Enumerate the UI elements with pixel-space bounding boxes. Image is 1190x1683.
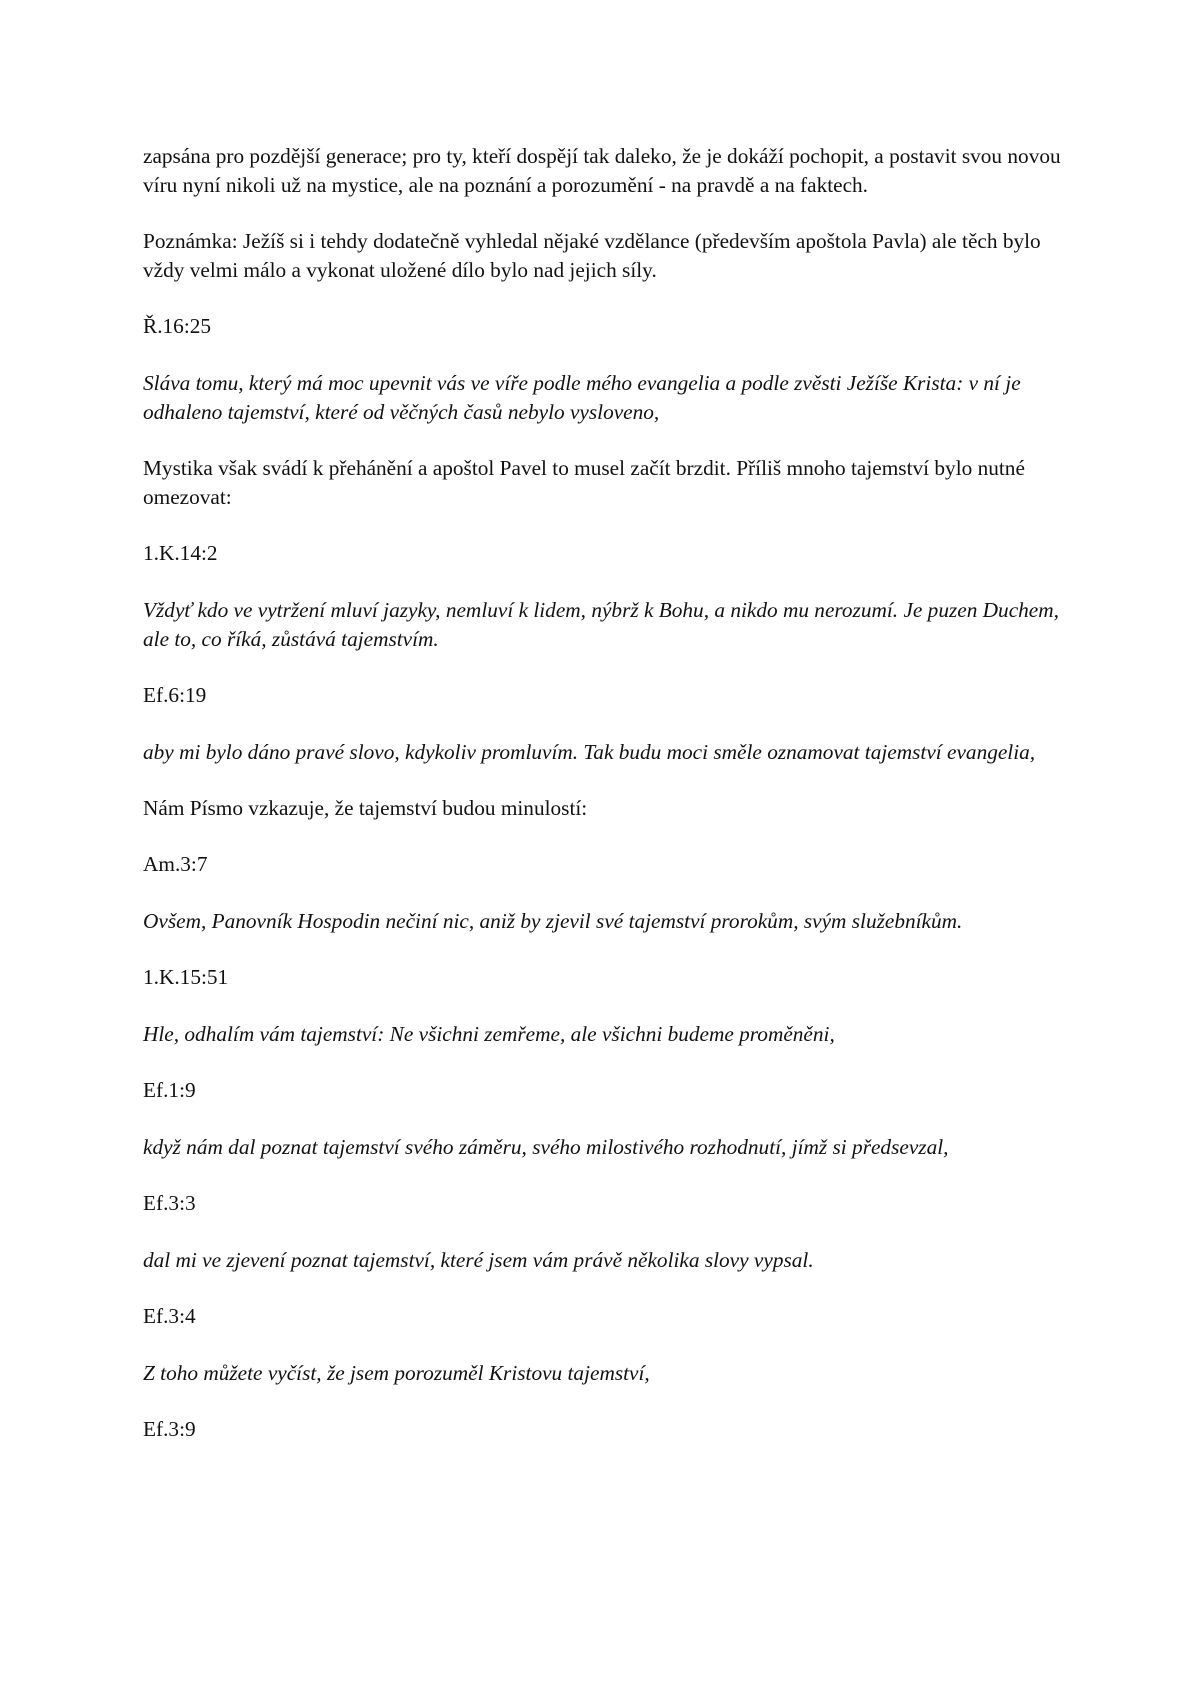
verse-quote: aby mi bylo dáno pravé slovo, kdykoliv promluvím. Tak budu moci směle oznamovat tajemství evangelia, bbox=[143, 740, 1036, 764]
verse-reference: 1.K.15:51 bbox=[143, 965, 229, 989]
paragraph-continuation: zapsána pro pozdější generace; pro ty, kteří dospějí tak daleko, že je dokáží pochopit, a postavit svou novou víru nyní nikoli už na mystice, ale na poznání a porozumění - na pravdě a na faktech. bbox=[143, 144, 1061, 197]
verse-reference: Am.3:7 bbox=[143, 852, 208, 876]
document-page bbox=[143, 142, 1068, 1472]
verse-reference: Ef.6:19 bbox=[143, 683, 207, 707]
paragraph-pismo: Nám Písmo vzkazuje, že tajemství budou minulostí: bbox=[143, 796, 588, 820]
verse-quote: když nám dal poznat tajemství svého záměru, svého milostivého rozhodnutí, jímž si předsevzal, bbox=[143, 1135, 949, 1159]
verse-reference: 1.K.14:2 bbox=[143, 541, 218, 565]
verse-reference: Ef.3:3 bbox=[143, 1191, 196, 1215]
verse-quote: Ovšem, Panovník Hospodin nečiní nic, aniž by zjevil své tajemství prorokům, svým služebníkům. bbox=[143, 909, 963, 933]
verse-reference: Ef.3:4 bbox=[143, 1304, 196, 1328]
verse-quote: dal mi ve zjevení poznat tajemství, které jsem vám právě několika slovy vypsal. bbox=[143, 1248, 814, 1272]
verse-quote: Sláva tomu, který má moc upevnit vás ve víře podle mého evangelia a podle zvěsti Ježíše Krista: v ní je odhaleno tajemství, které od věčných časů nebylo vysloveno, bbox=[143, 371, 1021, 424]
verse-quote: Hle, odhalím vám tajemství: Ne všichni zemřeme, ale všichni budeme proměněni, bbox=[143, 1022, 835, 1046]
verse-quote: Vždyť kdo ve vytržení mluví jazyky, nemluví k lidem, nýbrž k Bohu, a nikdo mu nerozumí. Je puzen Duchem, ale to, co říká, zůstává tajemstvím. bbox=[143, 598, 1059, 651]
verse-reference: Ef.3:9 bbox=[143, 1417, 196, 1441]
verse-quote: Z toho můžete vyčíst, že jsem porozuměl Kristovu tajemství, bbox=[143, 1361, 650, 1385]
paragraph-mystika: Mystika však svádí k přehánění a apoštol Pavel to musel začít brzdit. Příliš mnoho tajemství bylo nutné omezovat: bbox=[143, 456, 1025, 509]
verse-reference: Ef.1:9 bbox=[143, 1078, 196, 1102]
verse-reference: Ř.16:25 bbox=[143, 314, 212, 338]
paragraph-note: Poznámka: Ježíš si i tehdy dodatečně vyhledal nějaké vzdělance (především apoštola Pavla) ale těch bylo vždy velmi málo a vykonat uložené dílo bylo nad jejich síly. bbox=[143, 229, 1041, 282]
